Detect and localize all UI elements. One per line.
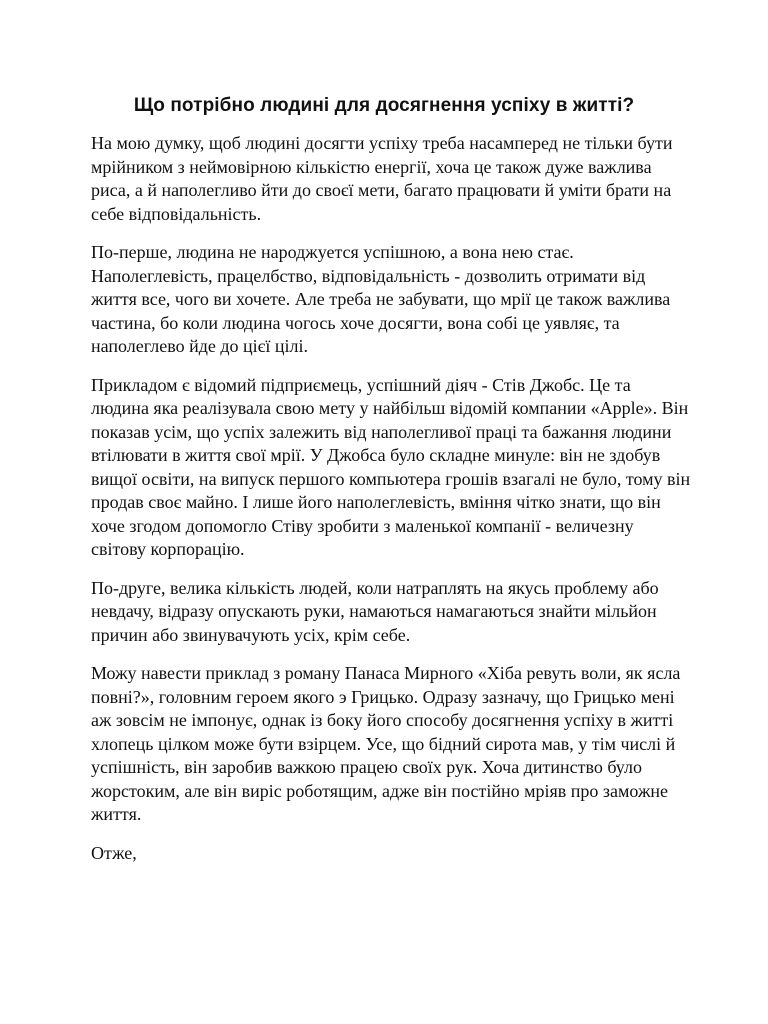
paragraph-line: мрійником з неймовірною кількістю енергії, хоча це також дуже важлива [91, 156, 652, 177]
paragraph-4 [91, 577, 691, 648]
paragraph-line: По-перше, людина не народжуется успішною, а вона нею стає. [91, 242, 574, 262]
paragraph-line: життя. [91, 804, 142, 824]
paragraph-line: невдачу, відразу опускають руки, намаються намагаються знайти мільйон [91, 601, 657, 621]
paragraph-line: По-друге, велика кількість людей, коли натраплять на якусь проблему або [91, 577, 659, 598]
paragraph-line: частина, бо коли людина чогось хоче досягти, вона собі це уявляє, та [91, 312, 620, 333]
paragraph-line: На мою думку, щоб людині досягти успіху треба насамперед не тільки бути [91, 133, 673, 153]
paragraph-line: Можу навести приклад з роману Панаса Мирного «Хіба ревуть воли, як ясла [91, 663, 681, 683]
paragraph-line: причин або звинувачують усіх, крім себе. [91, 624, 411, 645]
document-body [91, 132, 691, 880]
paragraph-line: успішність, він заробив важкою працею своїх рук. Хоча дитинство було [91, 757, 642, 777]
paragraph-line: світову корпорацію. [91, 539, 245, 559]
paragraph-line: Отже, [91, 842, 137, 863]
paragraph-line: людина яка реалізувала свою мету у найбільш відомій компании «Apple». Він [91, 398, 689, 418]
paragraph-line: життя все, чого ви хочете. Але треба не забувати, що мрії це також важлива [91, 289, 671, 309]
paragraph-line: Наполеглевість, працелбство, відповідальність - дозволить отримати від [91, 265, 646, 286]
paragraph-5 [91, 662, 691, 827]
paragraph-2 [91, 241, 691, 359]
paragraph-line: риса, а й наполегливо йти до своєї мети, багато працювати й уміти брати на [91, 180, 672, 200]
paragraph-line: втілювати в життя свої мрії. У Джобса було складне минуле: він не здобув [91, 445, 661, 465]
document-title: Що потрібно людині для досягнення успіху в житті? [133, 95, 635, 116]
paragraph-line: наполеглево йде до цієї цілі. [91, 336, 308, 356]
paragraph-1 [91, 132, 691, 226]
paragraph-line: повні?», головним героем якого э Грицько. Одразу зазначу, що Грицько мені [91, 686, 675, 707]
paragraph-6 [91, 842, 691, 866]
paragraph-line: жорстоким, але він виріс роботящим, адже він постійно мріяв про заможне [91, 780, 669, 801]
paragraph-line: хоче згодом допомогло Стіву зробити з маленької компанії - величезну [91, 515, 634, 536]
paragraph-line: аж зовсім не імпонує, однак із боку його способу досягнення успіху в житті [91, 710, 674, 730]
paragraph-line: вищої освіти, на випуск першого компьютера грошів взагалі не було, тому він [91, 468, 691, 489]
paragraph-line: хлопець цілком може бути взірцем. Усе, що бідний сирота мав, у тім числі й [91, 733, 676, 754]
paragraph-line: продав своє майно. І лише його наполеглевість, вміння чітко знати, що він [91, 492, 661, 512]
paragraph-line: показав усім, що успіх залежить від наполегливої праці та бажання людини [91, 421, 672, 442]
paragraph-line: себе відповідальність. [91, 203, 262, 224]
paragraph-line: Прикладом є відомий підприємець, успішний діяч - Стів Джобс. Це та [91, 374, 631, 395]
paragraph-3 [91, 374, 691, 562]
